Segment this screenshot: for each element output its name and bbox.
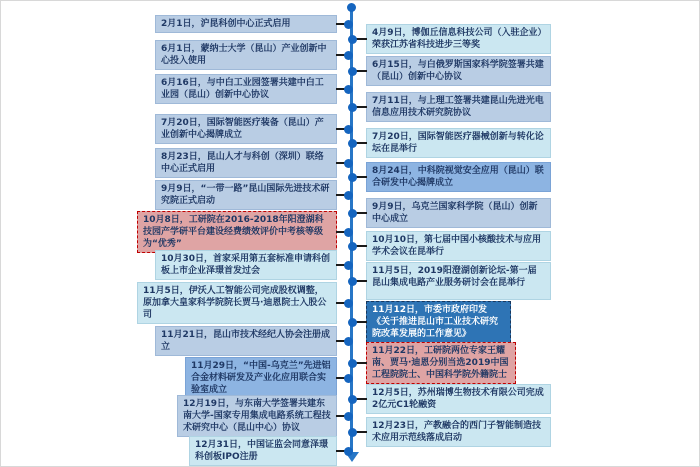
timeline-event bbox=[185, 357, 337, 399]
timeline-event bbox=[155, 40, 337, 70]
event-text: 7月20日，国际智能医疗装备（昆山）产业创新中心揭牌成立 bbox=[161, 118, 324, 140]
event-text: 11月29日，“中国-乌克兰”先进铝合金材料研发及产业化应用联合实验室成立 bbox=[191, 361, 331, 395]
event-text: 11月12日，市委市政府印发《关于推进昆山市工业技术研究院改革发展的工作意见》 bbox=[372, 305, 499, 339]
event-text: 12月31日，中国证监会同意泽璟科创板IPO注册 bbox=[195, 440, 329, 462]
timeline-event-highlight bbox=[366, 342, 516, 384]
event-text: 2月1日，沪昆科创中心正式启用 bbox=[161, 19, 291, 29]
event-text: 9月9日，“一带一路”昆山国际先进技术研究院正式启动 bbox=[161, 184, 330, 206]
event-text: 8月23日，昆山人才与科创（深圳）联络中心正式启用 bbox=[161, 152, 324, 174]
event-text: 4月9日，博伽丘信息科技公司（入驻企业）荣获江苏省科技进步三等奖 bbox=[372, 28, 543, 50]
timeline-event bbox=[366, 56, 551, 86]
timeline-event bbox=[137, 282, 337, 324]
event-text: 6月1日，蒙纳士大学（昆山）产业创新中心投入使用 bbox=[161, 44, 327, 66]
event-text: 12月5日，苏州瑞博生物技术有限公司完成2亿元C1轮融资 bbox=[372, 388, 544, 410]
event-text: 11月22日，工研院两位专家王耀南、贾马·迪恩分别当选2019中国工程院院士、中国科学院外籍院士 bbox=[372, 346, 509, 380]
event-text: 10月10日，第七届中国小核酸技术与应用学术会议在昆举行 bbox=[372, 235, 542, 257]
event-text: 11月21日，昆山市技术经纪人协会注册成立 bbox=[161, 330, 331, 352]
timeline-event bbox=[366, 417, 551, 447]
timeline-event bbox=[366, 92, 551, 122]
event-text: 10月8日，工研院在2016-2018年阳澄湖科技园产学研平台建设经费绩效评价中考核等级为“优秀” bbox=[143, 215, 324, 249]
event-text: 11月5日，伊沃人工智能公司完成股权调整，原加拿大皇家科学院院长贾马·迪恩院士入股公司 bbox=[143, 286, 327, 320]
timeline-event bbox=[155, 148, 337, 178]
timeline-event bbox=[155, 250, 337, 280]
timeline-event bbox=[155, 114, 337, 144]
event-text: 9月9日，乌克兰国家科学院（昆山）创新中心成立 bbox=[372, 202, 538, 224]
timeline-start-node-icon bbox=[347, 3, 356, 12]
timeline-event-highlight bbox=[137, 211, 337, 253]
timeline-event bbox=[155, 74, 337, 104]
event-text: 6月16日，与中白工业园签署共建中白工业园（昆山）创新中心协议 bbox=[161, 78, 324, 100]
timeline-event-highlight bbox=[366, 301, 511, 343]
event-text: 12月19日，与东南大学签署共建东南大学-国家专用集成电路系统工程技术研究中心（昆山中心）协议 bbox=[183, 399, 331, 433]
timeline-event bbox=[366, 24, 551, 54]
event-text: 10月30日，首家采用第五套标准申请科创板上市企业泽璟首发过会 bbox=[161, 254, 331, 276]
timeline-event bbox=[366, 231, 551, 261]
timeline-event bbox=[366, 262, 551, 300]
timeline-event bbox=[155, 326, 337, 356]
timeline-event bbox=[155, 180, 337, 210]
event-text: 8月24日，中科院视觉安全应用（昆山）联合研发中心揭牌成立 bbox=[372, 166, 544, 188]
event-text: 12月23日，产教融合的西门子智能制造技术应用示范线落成启动 bbox=[372, 421, 542, 443]
timeline-event bbox=[366, 198, 551, 228]
event-text: 7月20日，国际智能医疗器械创新与转化论坛在昆举行 bbox=[372, 132, 544, 154]
timeline-event bbox=[177, 395, 337, 437]
event-text: 7月11日，与上理工签署共建昆山先进光电信息应用技术研究院协议 bbox=[372, 96, 544, 118]
timeline-event bbox=[189, 436, 337, 466]
timeline-event bbox=[155, 15, 337, 33]
event-text: 6月15日，与白俄罗斯国家科学院签署共建（昆山）创新中心协议 bbox=[372, 60, 544, 82]
timeline-event bbox=[366, 384, 551, 414]
timeline-event bbox=[366, 128, 551, 158]
timeline-event bbox=[366, 162, 551, 192]
event-text: 11月5日，2019阳澄湖创新论坛-第一届昆山集成电路产业服务研讨会在昆举行 bbox=[372, 266, 537, 288]
